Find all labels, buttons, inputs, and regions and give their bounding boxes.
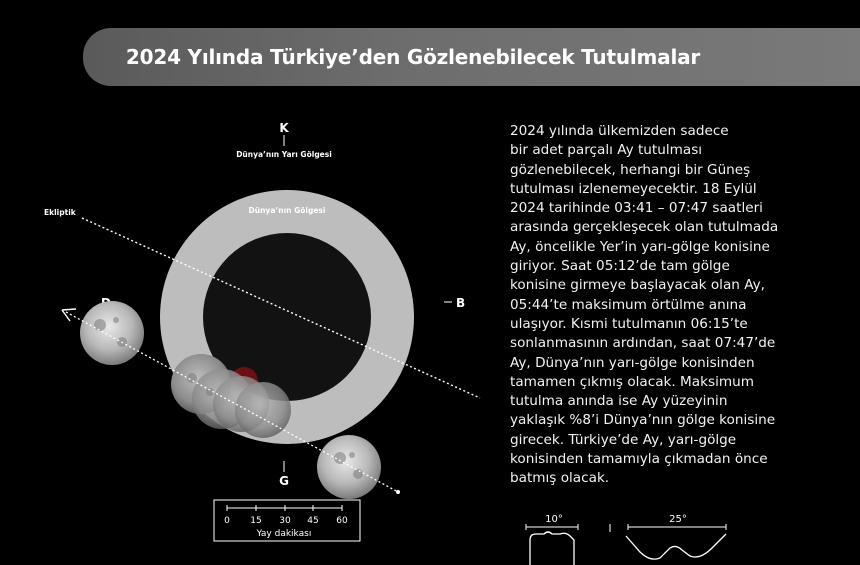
article-line: konisine girmeye başlayacak olan Ay, [510,277,765,294]
article-line: 05:44’te maksimum örtülme anına [510,296,747,313]
article-line: tutulma anında ise Ay yüzeyinin [510,393,728,410]
umbra-label: Dünya’nın Gölgesi [248,206,326,215]
moon-position-6 [317,435,381,499]
article-line: sonlanmasının ardından, saat 07:47’de [510,335,776,352]
article-line: arasında gerçekleşecek olan tutulmada [510,219,779,236]
article-text [510,122,800,489]
article-line: tamamen çıkmış olacak. Maksimum [510,373,754,390]
hand-fist-icon [530,532,574,565]
scale-bar [214,500,360,541]
article-line: 2024 tarihinde 03:41 – 07:47 saatleri [510,200,763,217]
article-line: ulaşıyor. Kısmi tutulmanın 06:15’te [510,315,748,332]
north-label: K [279,121,289,135]
hand-spread-icon [626,534,726,559]
page-title: 2024 Yılında Türkiye’den Gözlenebilecek Tutulmalar [125,45,701,69]
article-line: 2024 yılında ülkemizden sadece [510,123,729,139]
article-line: Ay, öncelikle Yer’in yarı-gölge konisine [510,238,770,255]
article-line: bir adet parçalı Ay tutulması [510,142,703,159]
article-line: Ay, Dünya’nın yarı-gölge konisinden [510,354,755,371]
scale-caption: Yay dakikası [256,529,312,539]
article-line: konisinden tamamıyla çıkmadan önce [510,451,768,468]
moon-position-5 [235,382,291,438]
penumbra-label: Dünya’nın Yarı Gölgesi [236,150,332,159]
angle-label-10: 10° [545,514,563,525]
article-line: girecek. Türkiye’de Ay, yarı-gölge [510,431,737,448]
scale-tick-15: 15 [250,516,262,526]
east-label: B [456,296,466,310]
article-line: tutulması izlenemeyecektir. 18 Eylül [510,180,757,197]
track-end-dot [396,490,400,494]
track-arrow-icon [62,309,76,321]
article-line: gözlenebilecek, herhangi bir Güneş [510,161,751,178]
scale-tick-60: 60 [336,516,348,526]
scale-tick-30: 30 [279,516,291,526]
angle-diagrams [500,500,760,565]
angle-label-25: 25° [669,514,687,525]
south-label: G [279,474,289,488]
moon-position-1 [80,301,144,365]
article-line: batmış olacak. [510,470,610,487]
scale-tick-0: 0 [224,516,230,526]
ecliptic-label: Ekliptik [44,208,76,217]
scale-tick-45: 45 [307,516,319,526]
article-line: yaklaşık %8’i Dünya’nın gölge konisine [510,412,776,429]
article-line: giriyor. Saat 05:12’de tam gölge [510,258,730,275]
